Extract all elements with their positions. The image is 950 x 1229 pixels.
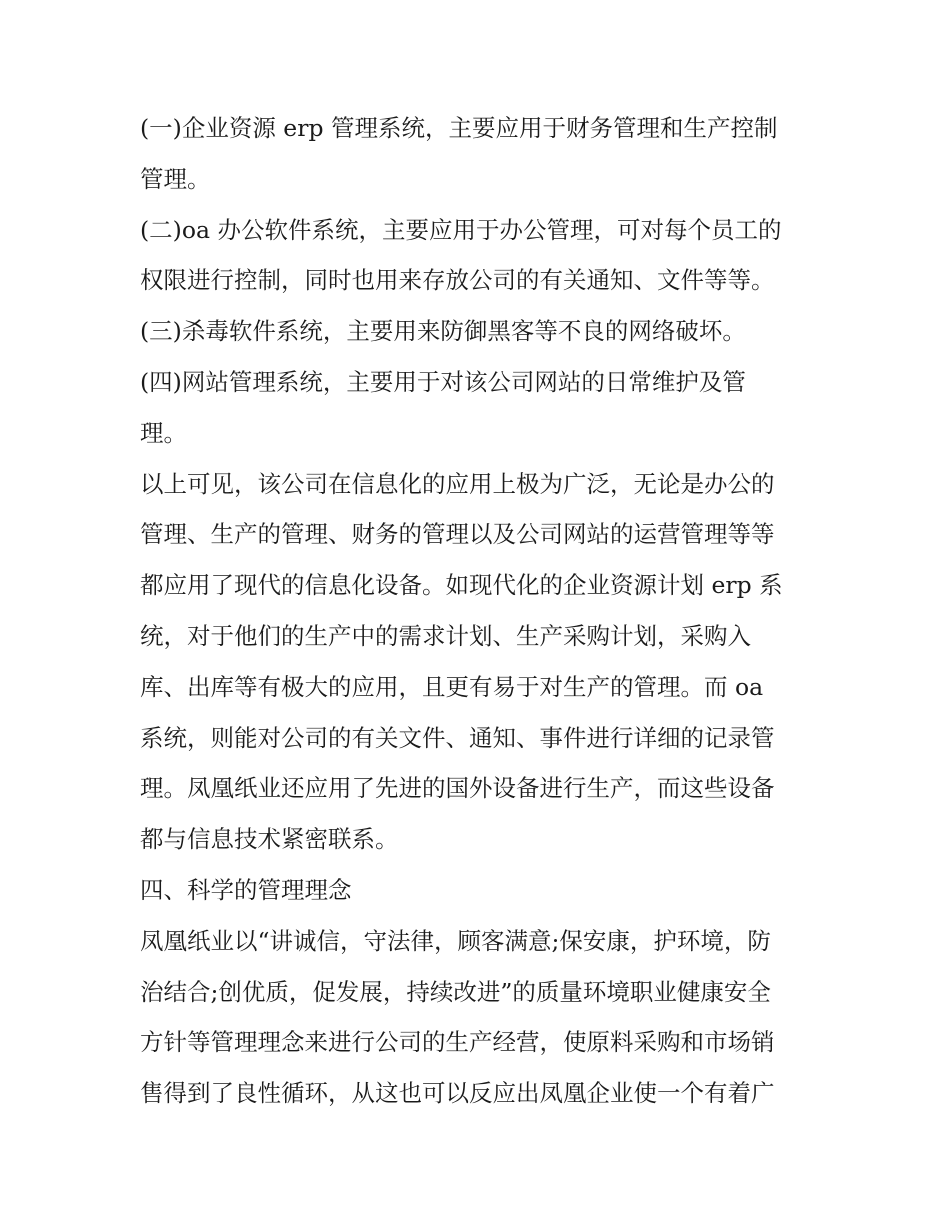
text-line: 凤凰纸业以“讲诚信，守法律，顾客满意;保安康，护环境，防 (140, 926, 771, 955)
text-line: (二)oa 办公软件系统，主要应用于办公管理，可对每个员工的 (140, 215, 782, 244)
text-line: (一)企业资源 erp 管理系统，主要应用于财务管理和生产控制 (140, 114, 778, 142)
text-line: 都应用了现代的信息化设备。如现代化的企业资源计划 erp 系 (140, 571, 783, 600)
document-body (140, 103, 820, 1119)
text-line: 理。凤凰纸业还应用了先进的国外设备进行生产，而这些设备 (140, 774, 775, 803)
text-line: 库、出库等有极大的应用，且更有易于对生产的管理。而 oa (140, 672, 764, 701)
text-line: (三)杀毒软件系统，主要用来防御黑客等不良的网络破坏。 (140, 317, 746, 346)
text-line: 治结合;创优质，促发展，持续改进”的质量环境职业健康安全 (140, 977, 771, 1006)
text-line: 管理。 (140, 164, 211, 193)
text-line: 统，对于他们的生产中的需求计划、生产采购计划，采购入 (140, 621, 751, 650)
text-line: 管理、生产的管理、财务的管理以及公司网站的运营管理等等 (140, 520, 775, 549)
text-line: 系统，则能对公司的有关文件、通知、事件进行详细的记录管 (140, 723, 775, 752)
text-line: 售得到了良性循环，从这也可以反应出凤凰企业使一个有着广 (140, 1079, 775, 1108)
text-line: 都与信息技术紧密联系。 (140, 825, 399, 854)
text-line: 权限进行控制，同时也用来存放公司的有关通知、文件等等。 (140, 266, 775, 295)
text-line: 方针等管理理念来进行公司的生产经营，使原料采购和市场销 (140, 1028, 775, 1057)
text-line: 理。 (140, 418, 187, 447)
text-line: (四)网站管理系统，主要用于对该公司网站的日常维护及管 (140, 367, 746, 396)
section-heading: 四、科学的管理理念 (140, 875, 352, 904)
text-line: 以上可见，该公司在信息化的应用上极为广泛，无论是办公的 (140, 469, 775, 498)
